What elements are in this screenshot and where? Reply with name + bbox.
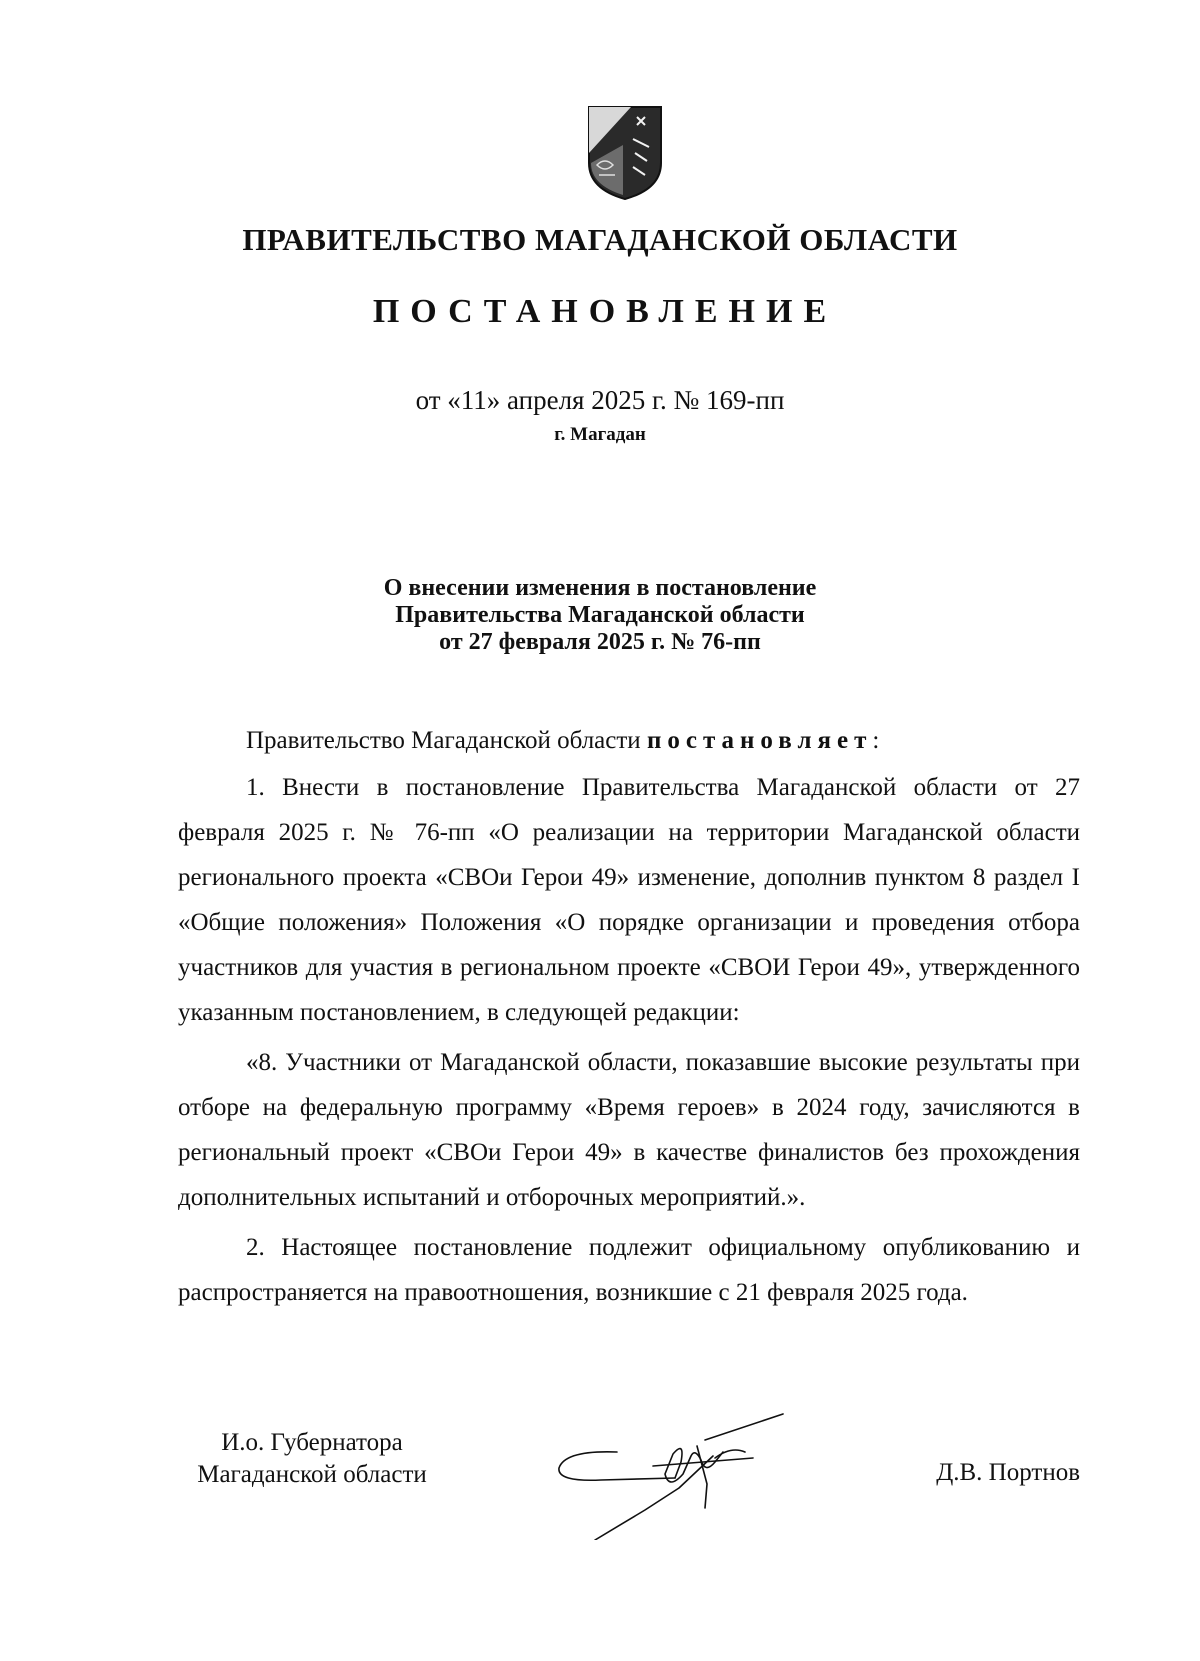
signer-position xyxy=(182,1427,442,1491)
handwritten-signature xyxy=(555,1400,795,1540)
intro-paragraph xyxy=(178,718,1080,763)
organization-title: ПРАВИТЕЛЬСТВО МАГАДАНСКОЙ ОБЛАСТИ xyxy=(242,222,958,257)
document-body xyxy=(178,718,1080,1320)
document-type: ПОСТАНОВЛЕНИЕ xyxy=(372,293,838,330)
document-subject xyxy=(0,575,1200,656)
subject-line: от 27 февраля 2025 г. № 76-пп xyxy=(439,629,761,655)
magadan-coat-of-arms-icon xyxy=(587,105,663,201)
subject-line: Правительства Магаданской области xyxy=(395,602,805,628)
item-2-paragraph: 2. Настоящее постановление подлежит официальному опубликованию и распространяется на правоотношения, возникшие с 21 февраля 2025 года. xyxy=(178,1234,1080,1306)
intro-suffix: : xyxy=(872,727,880,754)
signer-name: Д.В. Портнов xyxy=(936,1459,1080,1486)
signer-position-line: И.о. Губернатора xyxy=(221,1429,403,1456)
subject-line: О внесении изменения в постановление xyxy=(383,575,817,601)
signer-position-line: Магаданской области xyxy=(197,1461,427,1488)
decree-word: постановляет xyxy=(646,727,873,754)
item-1-paragraph: 1. Внести в постановление Правительства Магаданской области от 27 февраля 2025 г. № 76-пп «О реализации на территории Магаданской области регионального проекта «СВОи Герои 49» изменение, дополнив пунктом 8 раздел I «Общие положения» Положения «О порядке организации и проведения отбора участников для участия в региональном проекте «СВОИ Герои 49», утвержденного указанным постановлением, в следующей редакции: xyxy=(178,774,1080,1026)
document-date-number: от «11» апреля 2025 г. № 169-пп xyxy=(415,385,785,415)
intro-prefix: Правительство Магаданской области xyxy=(246,727,647,754)
document-city: г. Магадан xyxy=(554,424,646,445)
item-1-quote-paragraph: «8. Участники от Магаданской области, показавшие высокие результаты при отборе на федеральную программу «Время героев» в 2024 году, зачисляются в региональный проект «СВОи Герои 49» в качестве финалистов без прохождения дополнительных испытаний и отборочных мероприятий.». xyxy=(178,1049,1080,1211)
